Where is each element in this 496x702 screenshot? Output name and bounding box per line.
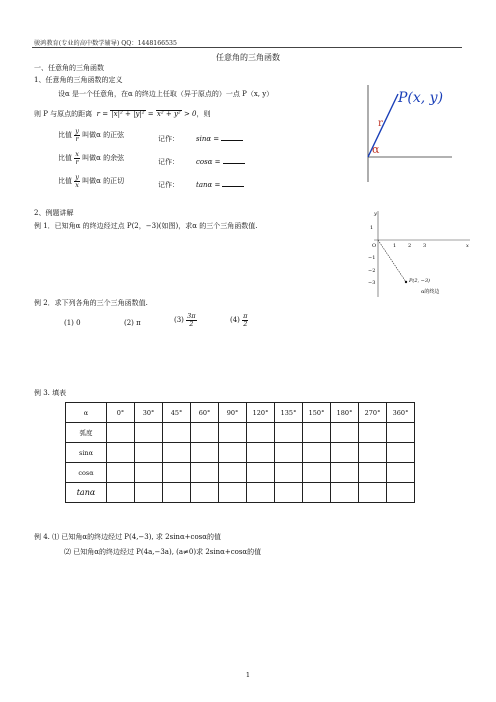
example2-item-1: (1) 0 <box>64 319 81 327</box>
figure2-side-label: α的终边 <box>421 289 440 295</box>
header-rule <box>32 47 462 48</box>
page-header: 骏鸿教育(专业的高中数学辅导) QQ：1448166535 <box>34 40 177 47</box>
point-p-marker <box>405 281 407 283</box>
tangent-note: 记作： <box>158 181 179 189</box>
section-heading-1: 一、任意角的三角函数 <box>34 64 104 72</box>
tangent-den: x <box>75 180 79 189</box>
tangent-prefix: 比值 <box>58 177 72 185</box>
row-label-cos: cosα <box>66 463 107 483</box>
table-row <box>66 423 415 443</box>
cosine-ratio <box>74 151 80 165</box>
blank-cell[interactable] <box>247 443 275 463</box>
sine-expr-text: sinα = <box>196 135 220 143</box>
blank-cell[interactable] <box>107 463 135 483</box>
cosine-blank <box>223 163 245 164</box>
distance-formula: r = |x|² + |y|² = x² + y² > 0 <box>94 110 197 118</box>
subsection-definition: 1、任意角的三角函数的定义 <box>34 76 123 84</box>
row-label-radian: 弧度 <box>66 423 107 443</box>
blank-cell[interactable] <box>135 443 163 463</box>
blank-cell[interactable] <box>275 483 303 503</box>
blank-cell[interactable] <box>359 443 387 463</box>
frac-pi-over-2 <box>242 313 248 327</box>
blank-cell[interactable] <box>107 483 135 503</box>
example2-item-3-label: (3) <box>174 316 184 324</box>
table-header-cell: 45° <box>163 403 191 423</box>
tangent-num: y <box>75 173 79 181</box>
page-number: 1 <box>245 671 251 679</box>
distance-prefix: 则 P 与原点的距离 <box>34 110 93 118</box>
tangent-definition <box>58 174 124 188</box>
blank-cell[interactable] <box>387 443 415 463</box>
blank-cell[interactable] <box>303 463 331 483</box>
page-title: 任意角的三角函数 <box>216 53 280 62</box>
blank-cell[interactable] <box>219 443 247 463</box>
cosine-mid: 叫做α 的余弦 <box>82 154 125 162</box>
table-header-cell: 135° <box>275 403 303 423</box>
frac3-den: 2 <box>189 319 194 328</box>
point-label-p: P(x, y) <box>398 90 444 106</box>
sine-blank <box>221 140 243 141</box>
sine-mid: 叫做α 的正弦 <box>82 131 125 139</box>
blank-cell[interactable] <box>275 423 303 443</box>
x-tick-2: 2 <box>408 243 412 249</box>
tangent-ratio <box>74 174 80 188</box>
blank-cell[interactable] <box>163 463 191 483</box>
y-tick-neg1: −1 <box>368 255 376 261</box>
table-header-cell: α <box>66 403 107 423</box>
sine-den: r <box>75 134 79 143</box>
blank-cell[interactable] <box>135 483 163 503</box>
blank-cell[interactable] <box>275 443 303 463</box>
frac4-den: 2 <box>243 319 248 328</box>
blank-cell[interactable] <box>331 483 359 503</box>
blank-cell[interactable] <box>331 463 359 483</box>
sine-ratio <box>74 128 80 142</box>
example2-item-4-label: (4) <box>230 316 240 324</box>
blank-cell[interactable] <box>331 443 359 463</box>
blank-cell[interactable] <box>303 483 331 503</box>
figure2-origin: O <box>372 243 377 249</box>
blank-cell[interactable] <box>191 423 219 443</box>
blank-cell[interactable] <box>387 423 415 443</box>
angle-table <box>65 402 415 503</box>
blank-cell[interactable] <box>107 443 135 463</box>
blank-cell[interactable] <box>191 483 219 503</box>
tangent-mid: 叫做α 的正切 <box>82 177 125 185</box>
blank-cell[interactable] <box>219 463 247 483</box>
y-tick-neg2: −2 <box>368 268 376 274</box>
blank-cell[interactable] <box>331 423 359 443</box>
example-3: 例 3. 填表 <box>34 389 67 397</box>
x-tick-1: 1 <box>393 243 397 249</box>
blank-cell[interactable] <box>163 443 191 463</box>
figure2-y-label: y <box>374 211 377 217</box>
definition-line-2 <box>34 110 211 118</box>
table-row <box>66 463 415 483</box>
table-header-cell: 90° <box>219 403 247 423</box>
example2-item-2: (2) π <box>124 319 141 327</box>
frac4-num: π <box>243 312 248 320</box>
sine-prefix: 比值 <box>58 131 72 139</box>
cosine-expr <box>196 159 245 166</box>
blank-cell[interactable] <box>163 483 191 503</box>
figure2-x-label: x <box>466 243 469 249</box>
table-row <box>66 443 415 463</box>
blank-cell[interactable] <box>163 423 191 443</box>
table-header-cell: 120° <box>247 403 275 423</box>
blank-cell[interactable] <box>191 443 219 463</box>
cosine-den: r <box>75 157 79 166</box>
table-header-cell: 270° <box>359 403 387 423</box>
definition-line-1: 设α 是一个任意角，在α 的终边上任取（异于原点的）一点 P（x, y） <box>58 90 274 98</box>
tangent-expr-text: tanα = <box>196 181 221 189</box>
example2-item-3 <box>174 313 197 327</box>
distance-suffix: ，则 <box>196 110 211 118</box>
blank-cell[interactable] <box>275 463 303 483</box>
sine-num: y <box>75 127 79 135</box>
x-tick-3: 3 <box>423 243 427 249</box>
frac3-num: 3π <box>187 312 196 320</box>
table-header-cell: 360° <box>387 403 415 423</box>
blank-cell[interactable] <box>135 423 163 443</box>
blank-cell[interactable] <box>303 423 331 443</box>
table-header-cell: 30° <box>135 403 163 423</box>
sine-expr <box>196 136 243 143</box>
cosine-prefix: 比值 <box>58 154 72 162</box>
example-4-part-2: ⑵ 已知角α的终边经过 P(4a,−3a), (a≠0)求 2sinα+cosα的值 <box>64 548 262 556</box>
blank-cell[interactable] <box>359 483 387 503</box>
sine-note: 记作： <box>158 135 179 143</box>
tangent-blank <box>222 186 244 187</box>
blank-cell[interactable] <box>387 483 415 503</box>
table-header-row <box>66 403 415 423</box>
example-1: 例 1．已知角α 的终边经过点 P(2，−3)(如图)，求α 的三个三角函数值. <box>34 222 258 230</box>
cosine-definition <box>58 151 124 165</box>
radius-label: r <box>378 118 383 129</box>
blank-cell[interactable] <box>303 443 331 463</box>
tangent-expr <box>196 182 244 189</box>
blank-cell[interactable] <box>359 423 387 443</box>
definition-figure <box>354 80 454 185</box>
figure2-terminal-side <box>378 240 406 282</box>
example-2: 例 2．求下列各角的三个三角函数值. <box>34 299 148 307</box>
blank-cell[interactable] <box>191 463 219 483</box>
row-label-tan: tanα <box>66 483 107 503</box>
example2-item-4 <box>230 313 248 327</box>
example-4-part-1: 例 4. ⑴ 已知角α的终边经过 P(4,−3), 求 2sinα+cosα的值 <box>34 533 221 541</box>
example1-figure <box>366 205 476 300</box>
alpha-label: α <box>372 143 380 156</box>
cosine-num: x <box>75 150 79 158</box>
table-header-cell: 150° <box>303 403 331 423</box>
blank-cell[interactable] <box>219 483 247 503</box>
examples-heading: 2、例题讲解 <box>34 209 74 217</box>
y-tick-neg3: −3 <box>368 280 376 286</box>
y-tick-1: 1 <box>370 225 374 231</box>
sine-definition <box>58 128 124 142</box>
table-header-cell: 180° <box>331 403 359 423</box>
blank-cell[interactable] <box>107 423 135 443</box>
frac-3pi-over-2 <box>186 313 196 327</box>
blank-cell[interactable] <box>247 463 275 483</box>
blank-cell[interactable] <box>387 463 415 483</box>
blank-cell[interactable] <box>135 463 163 483</box>
blank-cell[interactable] <box>359 463 387 483</box>
row-label-sin: sinα <box>66 443 107 463</box>
cosine-expr-text: cosα = <box>196 158 221 166</box>
table-header-cell: 0° <box>107 403 135 423</box>
blank-cell[interactable] <box>247 483 275 503</box>
table-row <box>66 483 415 503</box>
figure2-point-label: P(2, −3) <box>409 278 430 284</box>
table-header-cell: 60° <box>191 403 219 423</box>
cosine-note: 记作： <box>158 158 179 166</box>
blank-cell[interactable] <box>219 423 247 443</box>
blank-cell[interactable] <box>247 423 275 443</box>
